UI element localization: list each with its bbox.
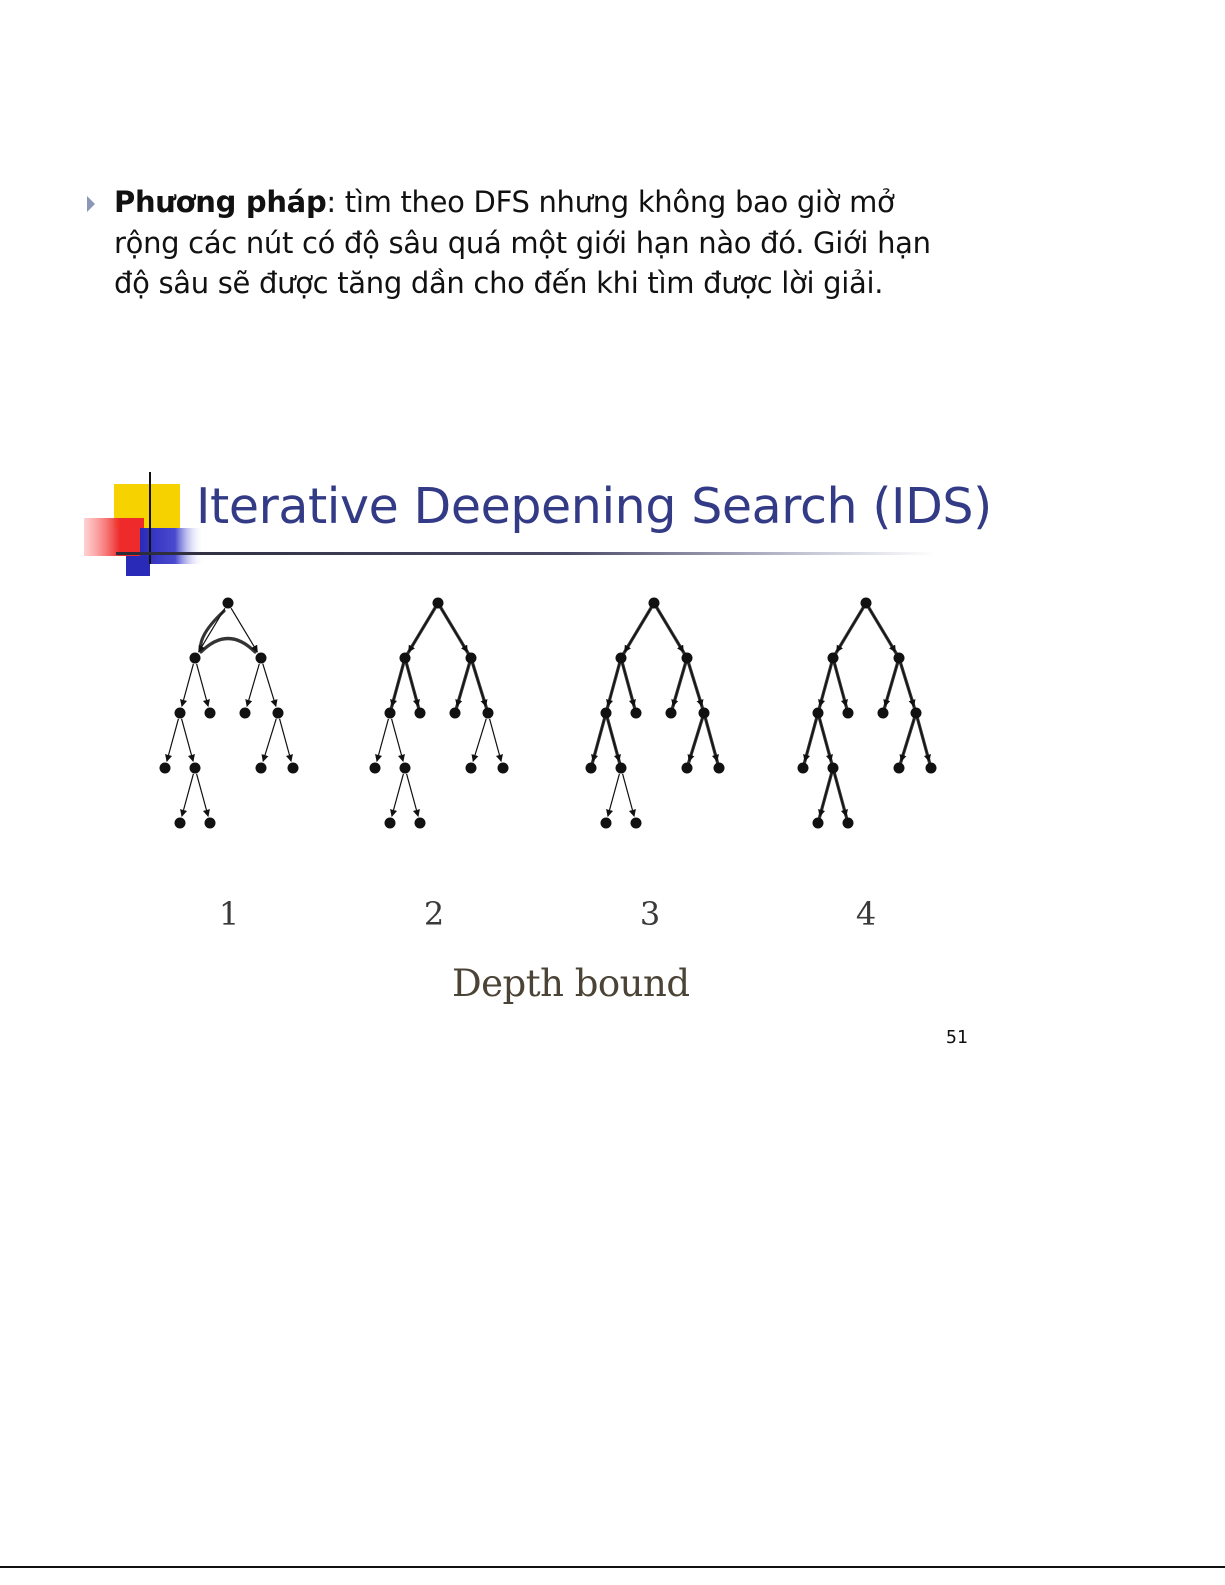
bullet-paragraph (84, 182, 964, 304)
tree-2-node-j (498, 763, 509, 774)
tree-2-edge-c-g (377, 719, 389, 761)
tree-1-edge-h-k (182, 774, 194, 816)
tree-2-edge-f-i (473, 719, 486, 762)
bullet-term: Phương pháp (114, 185, 327, 219)
tree-3-edge-h-l (623, 774, 635, 816)
tree-2-node-g (370, 763, 381, 774)
tree-1-node-k (175, 818, 186, 829)
tree-1-node-b (256, 653, 267, 664)
tree-1-edge-f-i (263, 719, 276, 762)
tree-1-edge-f-j (280, 719, 292, 761)
tree-1-node-d (205, 708, 216, 719)
tree-2-edge-f-j (490, 719, 502, 761)
tree-2-node-l (415, 818, 426, 829)
depth-label-3: 3 (639, 895, 661, 933)
page-bottom-rule (0, 1566, 1225, 1568)
tree-1-node-j (288, 763, 299, 774)
tree-1-node-g (160, 763, 171, 774)
bullet-text (114, 182, 964, 304)
tree-1-edge-b-e (247, 664, 259, 707)
tree-2-node-k (385, 818, 396, 829)
title-decoration (84, 472, 204, 580)
tree-3-node-l (631, 818, 642, 829)
ids-tree-diagram (140, 585, 960, 885)
tree-3-edge-h-k (608, 774, 620, 816)
tree-1-node-l (205, 818, 216, 829)
tree-1-edge-a-c (182, 664, 194, 706)
slide-title: Iterative Deepening Search (IDS) (196, 478, 992, 535)
tree-1-edge-c-g (167, 719, 179, 761)
depth-label-1: 1 (218, 895, 240, 933)
tree-1-node-e (240, 708, 251, 719)
tree-1-node-r (223, 598, 234, 609)
tree-1-edge-r-b (231, 608, 257, 652)
tree-2-edge-c-h (392, 719, 404, 761)
tree-2-edge-h-k (392, 774, 404, 816)
depth-label-2: 2 (423, 895, 445, 933)
tree-2-edge-h-l (407, 774, 419, 816)
tree-1-node-c (175, 708, 186, 719)
deco-red-square (84, 518, 144, 556)
tree-1-node-a (190, 653, 201, 664)
tree-3-node-k (601, 818, 612, 829)
bullet-triangle-icon (87, 196, 95, 212)
depth-bound-caption: Depth bound (452, 962, 690, 1005)
tree-3-search-path (591, 603, 719, 768)
deco-blue-square (126, 556, 150, 576)
bullet-body: : tìm theo DFS nhưng không bao giờ mở rộng các nút có độ sâu quá một giới hạn nào đó. Giới hạn độ sâu sẽ được tăng dần cho đến khi tìm được lời giải. (114, 185, 931, 300)
title-underline (116, 552, 936, 555)
page-number: 51 (946, 1027, 968, 1048)
tree-1-node-f (273, 708, 284, 719)
tree-1-edge-h-l (197, 774, 209, 816)
tree-2-node-h (400, 763, 411, 774)
depth-label-4: 4 (855, 895, 877, 933)
tree-1-search-path (200, 611, 255, 652)
tree-2-node-i (466, 763, 477, 774)
tree-1-edge-b-f (263, 664, 276, 707)
tree-1-node-h (190, 763, 201, 774)
tree-1-edge-c-h (182, 719, 194, 761)
tree-1-edge-a-d (197, 664, 209, 706)
tree-1-node-i (256, 763, 267, 774)
